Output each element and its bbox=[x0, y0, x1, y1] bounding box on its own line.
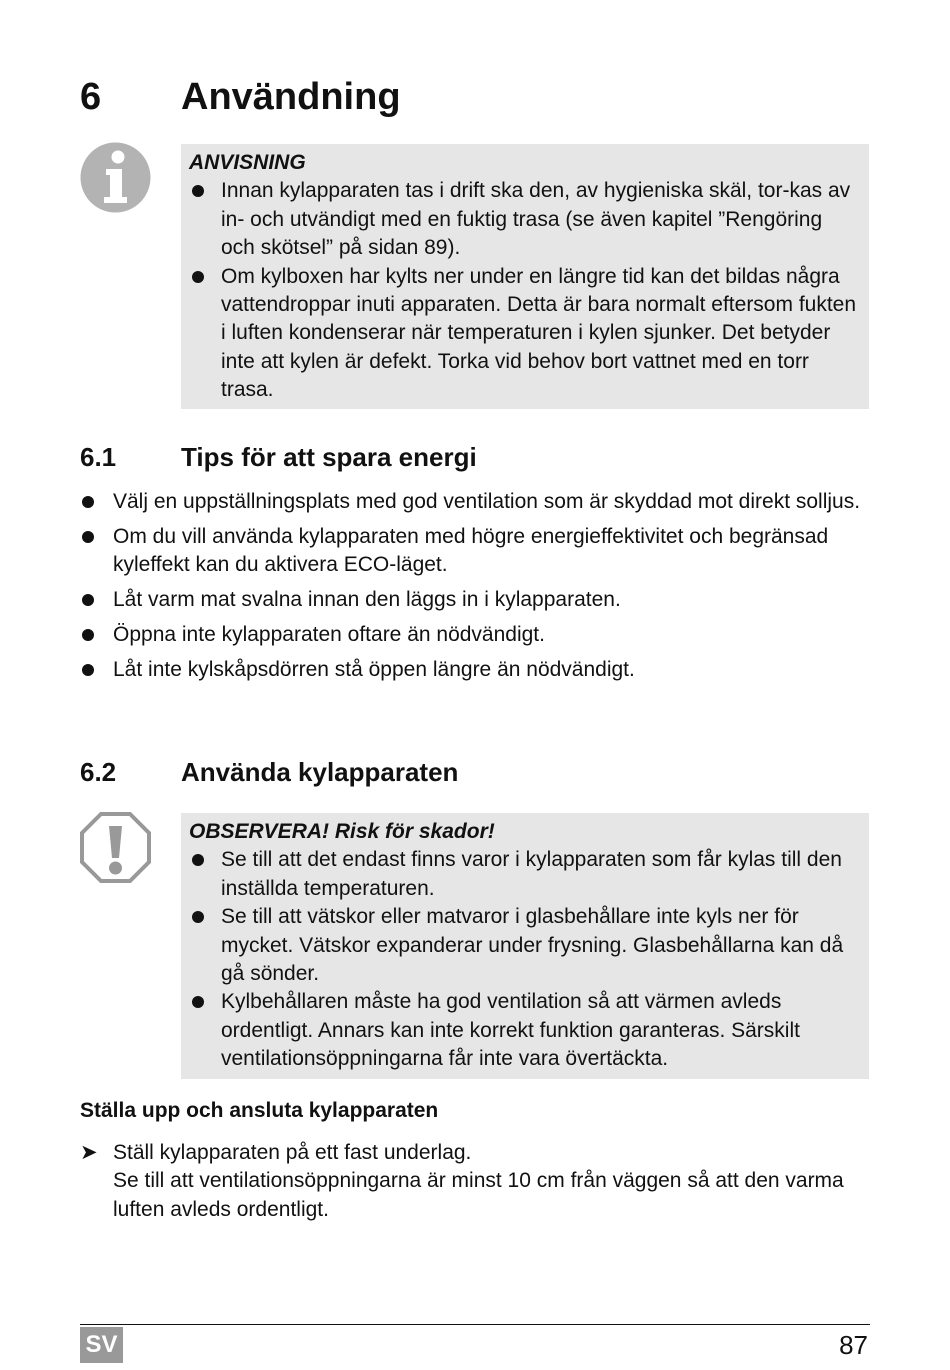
chapter-number: 6 bbox=[80, 76, 102, 118]
section-1-title: Tips för att spara energi bbox=[181, 442, 477, 472]
list-item: Öppna inte kylapparaten oftare än nödvändigt. bbox=[80, 621, 870, 649]
bullet-icon bbox=[192, 185, 204, 197]
step-detail: Se till att ventilationsöppningarna är minst 10 cm från väggen så att den varma luften avleds ordentligt. bbox=[113, 1169, 844, 1221]
caution-box bbox=[181, 813, 869, 1079]
bullet-icon bbox=[82, 496, 94, 508]
instruction-step bbox=[80, 1139, 870, 1224]
bullet-icon bbox=[192, 271, 204, 283]
caution-item: Kylbehållaren måste ha god ventilation så att värmen avleds ordentligt. Annars kan inte korrekt funktion garanteras. Särskilt ventilationsöppningarna får inte vara övertäckta. bbox=[189, 988, 859, 1073]
bullet-icon bbox=[192, 996, 204, 1008]
section-1-number: 6.1 bbox=[80, 442, 117, 472]
step-action: Ställ kylapparaten på ett fast underlag. bbox=[113, 1141, 472, 1164]
arrow-icon: ➤ bbox=[80, 1141, 98, 1164]
bullet-icon bbox=[82, 531, 94, 543]
footer-divider bbox=[80, 1324, 870, 1325]
bullet-icon bbox=[192, 854, 204, 866]
energy-tips-list bbox=[80, 488, 870, 690]
subheading: Ställa upp och ansluta kylapparaten bbox=[80, 1099, 439, 1122]
caution-box-title: OBSERVERA! Risk för skador! bbox=[189, 820, 495, 843]
caution-item: Se till att vätskor eller matvaror i glasbehållare inte kyls ner för mycket. Vätskor expanderar under frysning. Glasbehållarna kan då gå sönder. bbox=[189, 903, 859, 988]
bullet-icon bbox=[82, 664, 94, 676]
note-item: Om kylboxen har kylts ner under en längre tid kan det bildas några vattendroppar inuti apparaten. Detta är bara normalt eftersom fukten i luften kondenserar när temperaturen i kylen sjunker. Det betyder inte att kylen är defekt. Torka vid behov bort vattnet med en torr trasa. bbox=[189, 263, 859, 405]
warning-icon bbox=[80, 812, 151, 883]
chapter-title: Användning bbox=[181, 76, 401, 118]
list-item: Låt inte kylskåpsdörren stå öppen längre än nödvändigt. bbox=[80, 656, 870, 684]
list-item: Välj en uppställningsplats med god ventilation som är skyddad mot direkt solljus. bbox=[80, 488, 870, 516]
caution-item: Se till att det endast finns varor i kylapparaten som får kylas till den inställda temperaturen. bbox=[189, 846, 859, 903]
section-2-title: Använda kylapparaten bbox=[181, 757, 459, 787]
bullet-icon bbox=[82, 629, 94, 641]
section-2-number: 6.2 bbox=[80, 757, 117, 787]
bullet-icon bbox=[192, 911, 204, 923]
note-box-title: ANVISNING bbox=[189, 151, 306, 174]
language-tab: SV bbox=[80, 1327, 123, 1363]
page-number: 87 bbox=[839, 1330, 868, 1360]
note-item: Innan kylapparaten tas i drift ska den, av hygieniska skäl, tor-kas av in- och utvändigt med en fuktig trasa (se även kapitel ”Rengöring och skötsel” på sidan 89). bbox=[189, 177, 859, 262]
list-item: Låt varm mat svalna innan den läggs in i kylapparaten. bbox=[80, 586, 870, 614]
list-item: Om du vill använda kylapparaten med högre energieffektivitet och begränsad kyleffekt kan du aktivera ECO-läget. bbox=[80, 523, 870, 580]
note-box bbox=[181, 144, 869, 409]
info-icon bbox=[80, 142, 151, 213]
bullet-icon bbox=[82, 594, 94, 606]
